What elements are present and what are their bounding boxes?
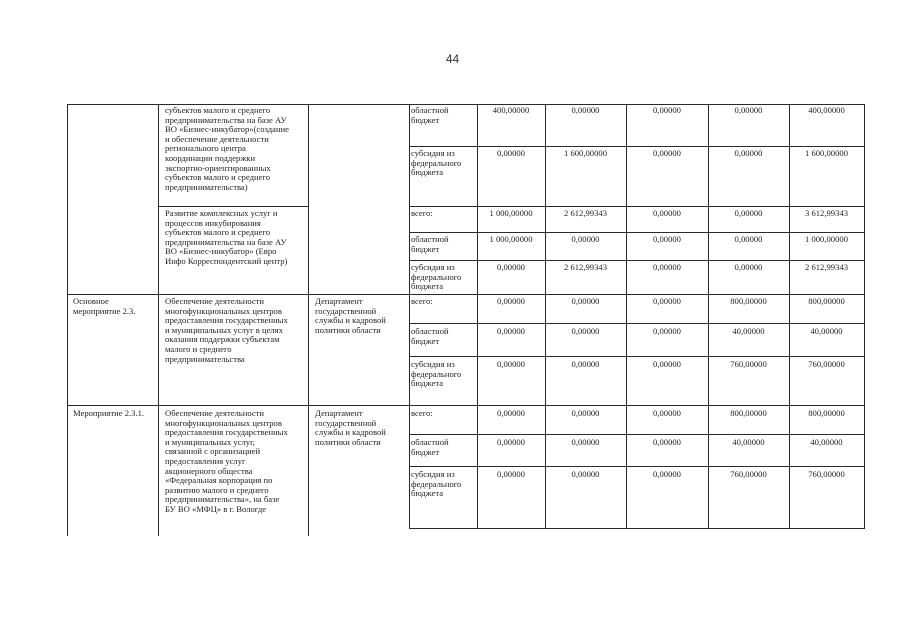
funding-source-label: субсидия из федерального бюджета bbox=[411, 148, 462, 178]
funding-source-label: всего: bbox=[411, 208, 433, 218]
program-item-title: Мероприятие 2.3.1. bbox=[73, 408, 145, 418]
amount-cell: 40,00000 bbox=[732, 326, 765, 336]
activity-description: Обеспечение деятельности многофункциональных центров предоставления государственных и муниципальных услуг, связанной с организацией предоставления услуг акционерного общества «Федеральная корпорация по развитию малого и среднего предпринимательства», на базе БУ ВО «МФЦ» в г. Вологде bbox=[165, 408, 288, 514]
amount-cell: 0,00000 bbox=[734, 105, 763, 115]
amount-cell: 0,00000 bbox=[571, 437, 600, 447]
amount-cell: 1 000,00000 bbox=[489, 234, 533, 244]
amount-cell: 760,00000 bbox=[730, 469, 767, 479]
amount-cell: 0,00000 bbox=[653, 326, 681, 336]
total-cell: 40,00000 bbox=[810, 326, 843, 336]
amount-cell: 0,00000 bbox=[734, 262, 763, 272]
amount-cell: 800,00000 bbox=[730, 296, 767, 306]
column-divider bbox=[626, 104, 627, 529]
amount-cell: 1 000,00000 bbox=[489, 208, 533, 218]
amount-cell: 0,00000 bbox=[653, 408, 681, 418]
activity-description: Развитие комплексных услуг и процессов инкубирования субъектов малого и среднего предпринимательства на базе АУ ВО «Бизнес-инкубатор» (Евро Инфо Корреспондентский центр) bbox=[165, 208, 288, 266]
amount-cell: 0,00000 bbox=[497, 437, 525, 447]
column-divider bbox=[67, 104, 68, 536]
amount-cell: 0,00000 bbox=[497, 408, 525, 418]
amount-cell: 0,00000 bbox=[653, 262, 681, 272]
amount-cell: 0,00000 bbox=[653, 469, 681, 479]
total-cell: 1 600,00000 bbox=[805, 148, 848, 158]
funding-source-label: областной бюджет bbox=[411, 234, 449, 254]
amount-cell: 800,00000 bbox=[730, 408, 767, 418]
amount-cell: 0,00000 bbox=[653, 437, 681, 447]
amount-cell: 0,00000 bbox=[497, 469, 525, 479]
column-divider bbox=[545, 104, 546, 529]
row-divider bbox=[67, 294, 864, 295]
amount-cell: 0,00000 bbox=[734, 234, 763, 244]
column-divider bbox=[158, 104, 159, 536]
amount-cell: 0,00000 bbox=[497, 296, 525, 306]
amount-cell: 0,00000 bbox=[653, 296, 681, 306]
funding-source-label: областной бюджет bbox=[411, 105, 449, 125]
activity-description: субъектов малого и среднего предпринимательства на базе АУ ВО «Бизнес-инкубатор»(создание и обеспечение деятельности регионального центра координации поддержки экспортно-ориентированных субъектов малого и среднего предпринимательства) bbox=[165, 105, 289, 192]
total-cell: 760,00000 bbox=[808, 469, 845, 479]
funding-source-label: субсидия из федерального бюджета bbox=[411, 469, 462, 499]
row-divider bbox=[67, 405, 864, 406]
total-cell: 800,00000 bbox=[808, 408, 845, 418]
amount-cell: 0,00000 bbox=[653, 234, 681, 244]
total-cell: 2 612,99343 bbox=[805, 262, 848, 272]
column-divider bbox=[409, 104, 410, 529]
amount-cell: 0,00000 bbox=[734, 148, 763, 158]
amount-cell: 0,00000 bbox=[497, 148, 525, 158]
amount-cell: 0,00000 bbox=[571, 105, 600, 115]
amount-cell: 0,00000 bbox=[497, 326, 525, 336]
amount-cell: 0,00000 bbox=[571, 326, 600, 336]
total-cell: 760,00000 bbox=[808, 359, 845, 369]
amount-cell: 400,00000 bbox=[492, 105, 530, 115]
amount-cell: 0,00000 bbox=[653, 359, 681, 369]
amount-cell: 0,00000 bbox=[734, 208, 763, 218]
responsible-executor: Департамент государственной службы и кадровой политики области bbox=[315, 408, 386, 447]
funding-source-label: областной бюджет bbox=[411, 326, 449, 346]
column-divider bbox=[708, 104, 709, 529]
total-cell: 40,00000 bbox=[810, 437, 843, 447]
amount-cell: 2 612,99343 bbox=[564, 208, 607, 218]
total-cell: 1 000,00000 bbox=[805, 234, 848, 244]
amount-cell: 0,00000 bbox=[497, 262, 525, 272]
funding-source-label: субсидия из федерального бюджета bbox=[411, 359, 462, 389]
amount-cell: 0,00000 bbox=[571, 469, 600, 479]
row-divider bbox=[158, 206, 308, 207]
funding-source-label: всего: bbox=[411, 296, 433, 306]
activity-description: Обеспечение деятельности многофункциональных центров предоставления государственных и муниципальных услуг в целях оказания поддержки субъектам малого и среднего предпринимательства bbox=[165, 296, 288, 364]
funding-source-label: областной бюджет bbox=[411, 437, 449, 457]
responsible-executor: Департамент государственной службы и кадровой политики области bbox=[315, 296, 386, 335]
table-border-right bbox=[864, 104, 865, 529]
amount-cell: 0,00000 bbox=[571, 359, 600, 369]
page-number: 44 bbox=[445, 52, 460, 66]
amount-cell: 2 612,99343 bbox=[564, 262, 607, 272]
program-item-title: Основное мероприятие 2.3. bbox=[73, 296, 136, 316]
amount-cell: 760,00000 bbox=[730, 359, 767, 369]
total-cell: 3 612,99343 bbox=[805, 208, 848, 218]
amount-cell: 0,00000 bbox=[653, 208, 681, 218]
amount-cell: 1 600,00000 bbox=[564, 148, 607, 158]
total-cell: 800,00000 bbox=[808, 296, 845, 306]
funding-source-label: всего: bbox=[411, 408, 433, 418]
amount-cell: 0,00000 bbox=[571, 234, 600, 244]
column-divider bbox=[789, 104, 790, 529]
funding-source-label: субсидия из федерального бюджета bbox=[411, 262, 462, 292]
amount-cell: 0,00000 bbox=[497, 359, 525, 369]
amount-cell: 0,00000 bbox=[653, 105, 681, 115]
column-divider bbox=[308, 104, 309, 536]
amount-cell: 0,00000 bbox=[653, 148, 681, 158]
amount-cell: 0,00000 bbox=[571, 296, 600, 306]
amount-cell: 0,00000 bbox=[571, 408, 600, 418]
amount-cell: 40,00000 bbox=[732, 437, 765, 447]
column-divider bbox=[477, 104, 478, 529]
total-cell: 400,00000 bbox=[808, 105, 845, 115]
